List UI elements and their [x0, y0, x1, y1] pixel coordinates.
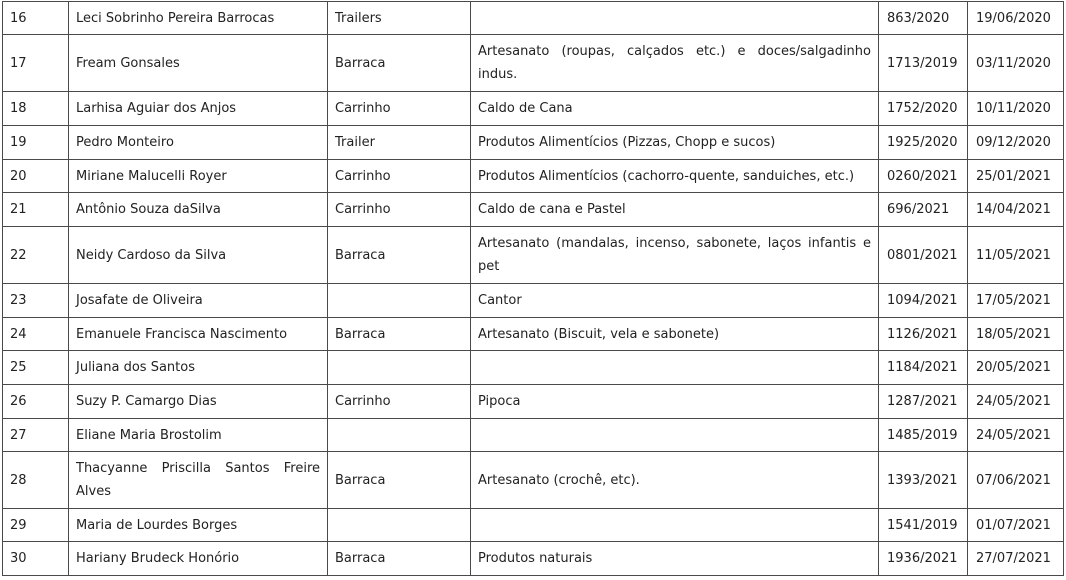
- name-cell: Emanuele Francisca Nascimento: [69, 318, 328, 351]
- table-row: [3, 284, 1064, 318]
- row-number-cell: 17: [3, 35, 69, 92]
- process-number-cell: 1541/2019: [879, 509, 968, 542]
- table-row: [3, 419, 1064, 452]
- process-number-cell: 1713/2019: [879, 35, 968, 92]
- table-row: [3, 193, 1064, 227]
- activity-cell: Produtos naturais: [471, 542, 879, 576]
- type-cell: Carrinho: [328, 385, 471, 419]
- row-number-cell: 19: [3, 126, 69, 160]
- name-cell: Eliane Maria Brostolim: [69, 419, 328, 452]
- name-cell: Neidy Cardoso da Silva: [69, 227, 328, 284]
- name-cell: Antônio Souza daSilva: [69, 193, 328, 227]
- type-cell: Barraca: [328, 318, 471, 351]
- activity-cell: Cantor: [471, 284, 879, 318]
- type-cell: Carrinho: [328, 92, 471, 126]
- row-number-cell: 21: [3, 193, 69, 227]
- name-cell: Hariany Brudeck Honório: [69, 542, 328, 576]
- table-row: [3, 385, 1064, 419]
- process-number-cell: 696/2021: [879, 193, 968, 227]
- activity-cell: [471, 509, 879, 542]
- activity-cell: Caldo de Cana: [471, 92, 879, 126]
- date-cell: 17/05/2021: [968, 284, 1064, 318]
- table-row: [3, 318, 1064, 351]
- type-cell: [328, 351, 471, 385]
- table-row: [3, 2, 1064, 35]
- process-number-cell: 1936/2021: [879, 542, 968, 576]
- name-cell: Fream Gonsales: [69, 35, 328, 92]
- process-number-cell: 1925/2020: [879, 126, 968, 160]
- date-cell: 19/06/2020: [968, 2, 1064, 35]
- process-number-cell: 1287/2021: [879, 385, 968, 419]
- type-cell: Carrinho: [328, 193, 471, 227]
- type-cell: Trailers: [328, 2, 471, 35]
- permit-table-body: [3, 2, 1064, 576]
- activity-cell: Pipoca: [471, 385, 879, 419]
- process-number-cell: 1126/2021: [879, 318, 968, 351]
- table-row: [3, 452, 1064, 509]
- row-number-cell: 18: [3, 92, 69, 126]
- activity-cell: Artesanato (Biscuit, vela e sabonete): [471, 318, 879, 351]
- row-number-cell: 22: [3, 227, 69, 284]
- row-number-cell: 27: [3, 419, 69, 452]
- date-cell: 25/01/2021: [968, 160, 1064, 193]
- name-cell: Suzy P. Camargo Dias: [69, 385, 328, 419]
- date-cell: 11/05/2021: [968, 227, 1064, 284]
- process-number-cell: 1752/2020: [879, 92, 968, 126]
- row-number-cell: 28: [3, 452, 69, 509]
- process-number-cell: 1485/2019: [879, 419, 968, 452]
- date-cell: 27/07/2021: [968, 542, 1064, 576]
- type-cell: Barraca: [328, 227, 471, 284]
- row-number-cell: 29: [3, 509, 69, 542]
- date-cell: 24/05/2021: [968, 385, 1064, 419]
- permit-table: [2, 1, 1064, 576]
- name-cell: Leci Sobrinho Pereira Barrocas: [69, 2, 328, 35]
- type-cell: [328, 509, 471, 542]
- row-number-cell: 30: [3, 542, 69, 576]
- date-cell: 24/05/2021: [968, 419, 1064, 452]
- date-cell: 09/12/2020: [968, 126, 1064, 160]
- date-cell: 14/04/2021: [968, 193, 1064, 227]
- row-number-cell: 26: [3, 385, 69, 419]
- process-number-cell: 1393/2021: [879, 452, 968, 509]
- date-cell: 10/11/2020: [968, 92, 1064, 126]
- table-row: [3, 351, 1064, 385]
- table-row: [3, 160, 1064, 193]
- activity-cell: [471, 419, 879, 452]
- table-row: [3, 35, 1064, 92]
- table-row: [3, 126, 1064, 160]
- table-row: [3, 542, 1064, 576]
- activity-cell: Artesanato (roupas, calçados etc.) e doces/salgadinho indus.: [471, 35, 879, 92]
- name-cell: Juliana dos Santos: [69, 351, 328, 385]
- type-cell: Barraca: [328, 452, 471, 509]
- process-number-cell: 1094/2021: [879, 284, 968, 318]
- type-cell: Barraca: [328, 35, 471, 92]
- activity-cell: [471, 2, 879, 35]
- name-cell: Larhisa Aguiar dos Anjos: [69, 92, 328, 126]
- row-number-cell: 24: [3, 318, 69, 351]
- type-cell: Carrinho: [328, 160, 471, 193]
- row-number-cell: 20: [3, 160, 69, 193]
- date-cell: 07/06/2021: [968, 452, 1064, 509]
- name-cell: Pedro Monteiro: [69, 126, 328, 160]
- activity-cell: Produtos Alimentícios (cachorro-quente, sanduiches, etc.): [471, 160, 879, 193]
- activity-cell: Caldo de cana e Pastel: [471, 193, 879, 227]
- activity-cell: Artesanato (mandalas, incenso, sabonete, laços infantis e pet: [471, 227, 879, 284]
- activity-cell: Artesanato (crochê, etc).: [471, 452, 879, 509]
- date-cell: 01/07/2021: [968, 509, 1064, 542]
- activity-cell: [471, 351, 879, 385]
- date-cell: 20/05/2021: [968, 351, 1064, 385]
- type-cell: [328, 284, 471, 318]
- name-cell: Josafate de Oliveira: [69, 284, 328, 318]
- activity-cell: Produtos Alimentícios (Pizzas, Chopp e sucos): [471, 126, 879, 160]
- table-row: [3, 227, 1064, 284]
- date-cell: 03/11/2020: [968, 35, 1064, 92]
- process-number-cell: 0260/2021: [879, 160, 968, 193]
- row-number-cell: 16: [3, 2, 69, 35]
- name-cell: Miriane Malucelli Royer: [69, 160, 328, 193]
- name-cell: Thacyanne Priscilla Santos Freire Alves: [69, 452, 328, 509]
- table-row: [3, 509, 1064, 542]
- date-cell: 18/05/2021: [968, 318, 1064, 351]
- row-number-cell: 23: [3, 284, 69, 318]
- process-number-cell: 863/2020: [879, 2, 968, 35]
- name-cell: Maria de Lourdes Borges: [69, 509, 328, 542]
- type-cell: Barraca: [328, 542, 471, 576]
- process-number-cell: 1184/2021: [879, 351, 968, 385]
- row-number-cell: 25: [3, 351, 69, 385]
- type-cell: [328, 419, 471, 452]
- process-number-cell: 0801/2021: [879, 227, 968, 284]
- type-cell: Trailer: [328, 126, 471, 160]
- table-row: [3, 92, 1064, 126]
